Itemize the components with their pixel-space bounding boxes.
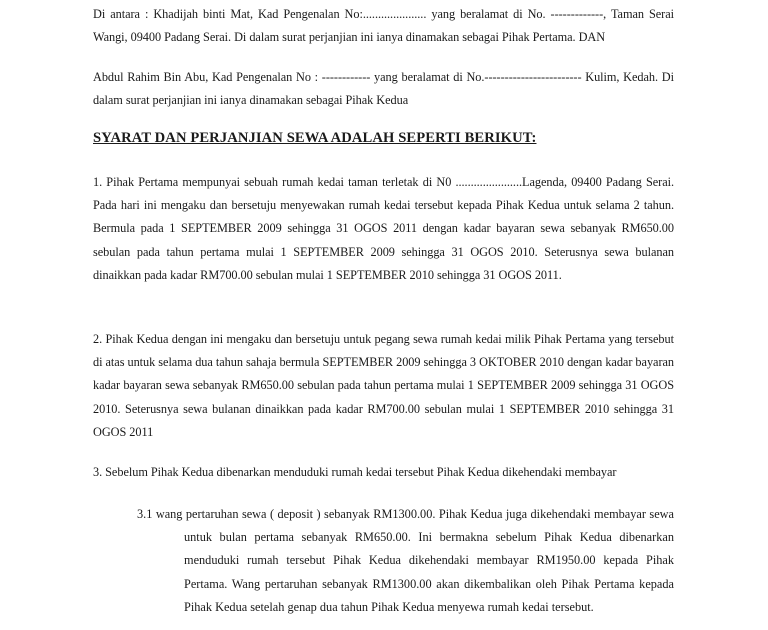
- clause-1-paragraph: 1. Pihak Pertama mempunyai sebuah rumah kedai taman terletak di N0 ......................Lagenda, 09400 Padang Serai. Pada hari ini mengaku dan bersetuju menyewakan rumah kedai tersebut kepada Pihak Kedua untuk selama 2 tahun. Bermula pada 1 SEPTEMBER 2009 sehingga 31 OGOS 2011 dengan kadar bayaran sewa sebanyak RM650.00 sebulan pada tahun pertama mulai 1 SEPTEMBER 2009 sehingga 31 OGOS 2010. Seterusnya sewa bulanan dinaikkan pada kadar RM700.00 sebulan mulai 1 SEPTEMBER 2010 sehingga 31 OGOS 2011.: [93, 175, 674, 282]
- second-party-paragraph: Abdul Rahim Bin Abu, Kad Pengenalan No : ------------ yang beralamat di No.------------------------ Kulim, Kedah. Di dalam surat perjanjian ini ianya dinamakan sebagai Pihak Kedua: [93, 70, 674, 108]
- clause-2-paragraph: 2. Pihak Kedua dengan ini mengaku dan bersetuju untuk pegang sewa rumah kedai milik Pihak Pertama yang tersebut di atas untuk selama dua tahun sahaja bermula SEPTEMBER 2009 sehingga 3 OKTOBER 2010 dengan kadar bayaran kadar bayaran sewa sebanyak RM650.00 sebulan pada tahun pertama mulai 1 SEPTEMBER 2009 sehingga 31 OGOS 2010. Seterusnya sewa bulanan dinaikkan pada kadar RM700.00 sebulan mulai 1 SEPTEMBER 2010 sehingga 31 OGOS 2011: [93, 332, 674, 439]
- clause-3-paragraph: 3. Sebelum Pihak Kedua dibenarkan menduduki rumah kedai tersebut Pihak Kedua dikehendaki membayar: [93, 465, 617, 479]
- terms-heading: SYARAT DAN PERJANJIAN SEWA ADALAH SEPERTI BERIKUT:: [93, 130, 537, 146]
- first-party-paragraph: Di antara : Khadijah binti Mat, Kad Pengenalan No:..................... yang beralamat di No. -------------, Taman Serai Wangi, 09400 Padang Serai. Di dalam surat perjanjian ini ianya dinamakan sebagai Pihak Pertama. DAN: [93, 7, 674, 45]
- clause-3-1-paragraph: 3.1 wang pertaruhan sewa ( deposit ) sebanyak RM1300.00. Pihak Kedua juga dikehendaki membayar sewa untuk bulan pertama sebanyak RM650.00. Ini bermakna sebelum Pihak Kedua dibenarkan menduduki rumah tersebut Pihak Kedua dikehendaki membayar RM1950.00 kepada Pihak Pertama. Wang pertaruhan sebanyak RM1300.00 akan dikembalikan oleh Pihak Pertama kepada Pihak Kedua setelah genap dua tahun Pihak Kedua menyewa rumah kedai tersebut.: [137, 507, 674, 614]
